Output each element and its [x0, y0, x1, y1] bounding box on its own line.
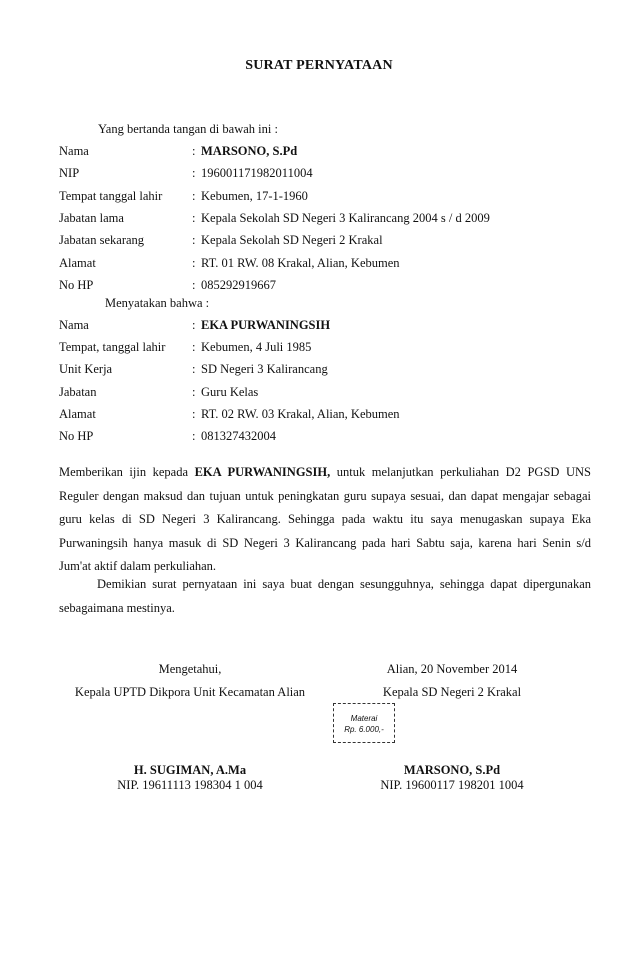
- right-sig-name: MARSONO, S.Pd: [403, 763, 501, 777]
- field-label: Unit Kerja: [59, 362, 113, 377]
- field-value: SD Negeri 3 Kalirancang: [201, 362, 328, 377]
- field-colon: :: [192, 210, 196, 225]
- field-colon: :: [192, 233, 196, 248]
- field-colon: :: [192, 406, 196, 421]
- field-label: Alamat: [59, 406, 96, 421]
- field-colon: :: [192, 362, 196, 377]
- field-colon: :: [192, 166, 196, 181]
- field-colon: :: [192, 255, 196, 270]
- body-line-1-name: EKA PURWANINGSIH,: [194, 465, 331, 479]
- field-label: Tempat, tanggal lahir: [59, 340, 166, 355]
- field-label: Jabatan sekarang: [59, 233, 145, 248]
- body-line-4: Purwaningsih hanya masuk di SD Negeri 3 Kalirancang pada hari Sabtu saja, karena hari Senin s/d: [59, 535, 591, 550]
- field-label: No HP: [59, 277, 94, 292]
- left-sig-knowing: Mengetahui,: [158, 662, 222, 676]
- field-value: MARSONO, S.Pd: [201, 144, 298, 158]
- body-line-1-pre: Memberikan ijin kepada: [59, 465, 195, 479]
- left-sig-nip: NIP. 19611113 198304 1 004: [117, 778, 263, 792]
- field-value: 196001171982011004: [201, 166, 313, 181]
- closing-line-1: Demikian surat pernyataan ini saya buat dengan sesungguhnya, sehingga dapat dipergunakan: [97, 577, 591, 591]
- body-paragraph: [59, 465, 591, 583]
- field-label: Nama: [59, 144, 89, 158]
- body-line-2: Reguler dengan maksud dan tujuan untuk peningkatan guru supaya sesuai, dan dapat mengajar sebagai: [59, 488, 591, 503]
- field-label: Nama: [59, 318, 89, 332]
- declares-text: Menyatakan bahwa :: [105, 296, 210, 310]
- field-label: Tempat tanggal lahir: [59, 188, 163, 203]
- left-sig-position: Kepala UPTD Dikpora Unit Kecamatan Alian: [74, 685, 306, 699]
- field-colon: :: [192, 340, 196, 355]
- body-line-3: guru kelas di SD Negeri 3 Kalirancang. Sehingga pada waktu itu saya menugaskan supaya Eka: [59, 512, 591, 526]
- field-value: 085292919667: [201, 277, 276, 292]
- closing-line-2: sebagaimana mestinya.: [59, 600, 175, 615]
- stamp-line-2: Rp. 6.000,-: [344, 725, 384, 734]
- field-value: Kepala Sekolah SD Negeri 3 Kalirancang 2004 s / d 2009: [201, 210, 490, 225]
- field-colon: :: [192, 277, 196, 292]
- field-label: NIP: [59, 166, 80, 181]
- right-sig-nip: NIP. 19600117 198201 1004: [380, 778, 524, 792]
- intro-text: Yang bertanda tangan di bawah ini :: [98, 122, 278, 136]
- body-line-1: [59, 465, 591, 489]
- right-sig-place-date: Alian, 20 November 2014: [386, 662, 518, 676]
- right-sig-position: Kepala SD Negeri 2 Krakal: [382, 685, 522, 699]
- field-value: Kebumen, 4 Juli 1985: [201, 340, 312, 355]
- field-value: RT. 01 RW. 08 Krakal, Alian, Kebumen: [201, 255, 400, 270]
- field-label: Jabatan lama: [59, 210, 124, 225]
- field-label: No HP: [59, 429, 94, 443]
- materai-stamp: [333, 703, 395, 743]
- field-colon: :: [192, 384, 196, 399]
- stamp-line-1: Materai: [350, 714, 378, 723]
- left-sig-name: H. SUGIMAN, A.Ma: [133, 763, 247, 777]
- body-line-1-post: untuk melanjutkan perkuliahan D2 PGSD UNS: [330, 465, 591, 479]
- field-value: 081327432004: [201, 429, 276, 443]
- field-colon: :: [192, 188, 196, 203]
- field-value: EKA PURWANINGSIH: [201, 318, 331, 332]
- closing-paragraph: [59, 577, 591, 624]
- field-value: Guru Kelas: [201, 384, 259, 399]
- field-colon: :: [192, 429, 196, 443]
- body-line-5: Jum'at aktif dalam perkuliahan.: [59, 559, 217, 573]
- field-value: RT. 02 RW. 03 Krakal, Alian, Kebumen: [201, 406, 400, 421]
- field-colon: :: [192, 144, 196, 158]
- field-label: Alamat: [59, 255, 96, 270]
- field-value: Kepala Sekolah SD Negeri 2 Krakal: [201, 233, 383, 248]
- field-colon: :: [192, 318, 196, 332]
- field-value: Kebumen, 17-1-1960: [201, 188, 308, 203]
- letter-title: SURAT PERNYATAAN: [245, 58, 393, 73]
- field-label: Jabatan: [59, 384, 97, 399]
